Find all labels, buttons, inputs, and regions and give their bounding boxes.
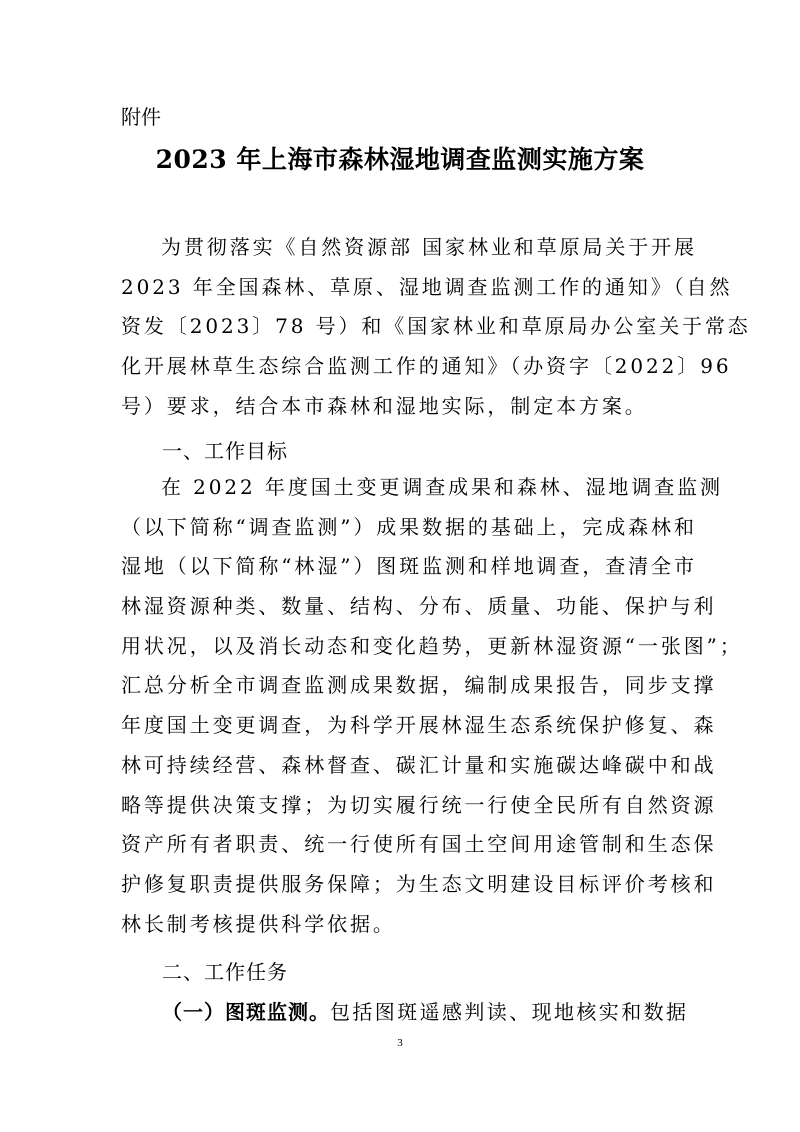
paragraph-line: （以下简称“调查监测”）成果数据的基础上，完成森林和: [121, 514, 697, 539]
task-item-text: 包括图斑遥感判读、现地核实和数据: [330, 1000, 689, 1024]
paragraph-line: 护修复职责提供服务保障；为生态文明建设目标评价考核和: [121, 871, 717, 896]
paragraph-line: 为贯彻落实《自然资源部 国家林业和草原局关于开展: [161, 235, 697, 259]
page-number: 3: [397, 1037, 403, 1049]
task-item-label: （一）图斑监测。: [162, 1000, 330, 1024]
paragraph-line: 用状况，以及消长动态和变化趋势，更新林湿资源“一张图”；: [121, 633, 743, 658]
task-item-patch-monitoring: [162, 998, 689, 1026]
paragraph-line: 林长制考核提供科学依据。: [121, 911, 396, 936]
paragraph-line: 2023 年全国森林、草原、湿地调查监测工作的通知》（自然: [121, 274, 733, 299]
paragraph-line: 资发〔2023〕78 号）和《国家林业和草原局办公室关于常态: [121, 314, 751, 339]
paragraph-line: 在 2022 年度国土变更调查成果和森林、湿地调查监测: [161, 475, 723, 499]
paragraph-line: 林可持续经营、森林督查、碳汇计量和实施碳达峰碳中和战: [121, 752, 717, 777]
paragraph-line: 年度国土变更调查，为科学开展林湿生态系统保护修复、森: [121, 713, 717, 738]
paragraph-line: 林湿资源种类、数量、结构、分布、质量、功能、保护与利: [121, 594, 717, 619]
work-goals-paragraph: [121, 468, 743, 944]
paragraph-line: 略等提供决策支撑；为切实履行统一行使全民所有自然资源: [121, 792, 717, 817]
intro-paragraph: [121, 228, 751, 426]
document-title: 2023 年上海市森林湿地调查监测实施方案: [155, 145, 645, 174]
section-heading-work-tasks: 二、工作任务: [162, 960, 288, 984]
paragraph-line: 号）要求，结合本市森林和湿地实际，制定本方案。: [121, 393, 648, 418]
attachment-label: 附件: [121, 105, 161, 129]
paragraph-line: 湿地（以下简称“林湿”）图斑监测和样地调查，查清全市: [121, 554, 697, 579]
paragraph-line: 资产所有者职责、统一行使所有国土空间用途管制和生态保: [121, 832, 717, 857]
paragraph-line: 化开展林草生态综合监测工作的通知》（办资字〔2022〕96: [121, 354, 732, 379]
paragraph-line: 汇总分析全市调查监测成果数据，编制成果报告，同步支撑: [121, 673, 717, 698]
section-heading-work-goals: 一、工作目标: [162, 439, 288, 463]
